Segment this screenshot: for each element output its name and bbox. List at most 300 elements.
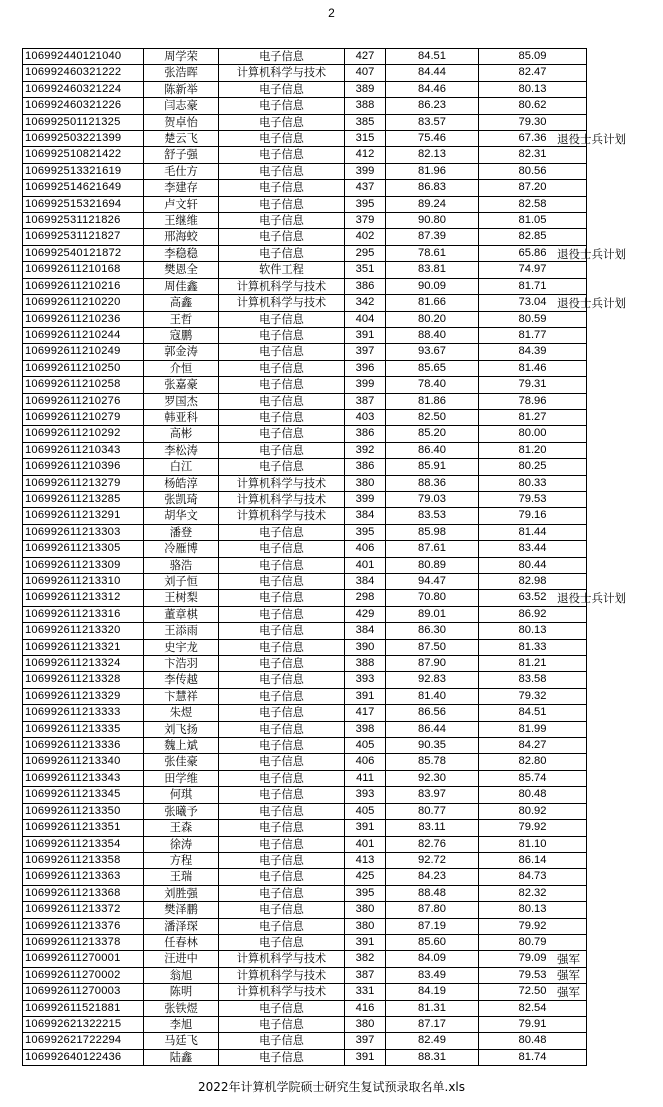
- retest-score-cell: 82.50: [386, 409, 479, 425]
- candidate-id-cell: 106992611210250: [23, 360, 144, 376]
- exam-score-cell: 342: [345, 295, 386, 311]
- retest-score-cell: 86.44: [386, 721, 479, 737]
- major-cell: 电子信息: [219, 327, 345, 343]
- retest-score-cell: 88.31: [386, 1049, 479, 1065]
- exam-score-cell: 384: [345, 574, 386, 590]
- total-score-cell: 84.27: [479, 738, 587, 754]
- total-score-cell: 82.54: [479, 1000, 587, 1016]
- candidate-id-cell: 106992611210168: [23, 262, 144, 278]
- candidate-name-cell: 陈明: [144, 984, 219, 1000]
- table-row: [23, 180, 587, 196]
- total-score-cell: 80.25: [479, 459, 587, 475]
- major-cell: 电子信息: [219, 131, 345, 147]
- exam-score-cell: 331: [345, 984, 386, 1000]
- candidate-id-cell: 106992611213350: [23, 803, 144, 819]
- exam-score-cell: 393: [345, 787, 386, 803]
- candidate-id-cell: 106992514621649: [23, 180, 144, 196]
- major-cell: 计算机科学与技术: [219, 278, 345, 294]
- table-row: [23, 574, 587, 590]
- table-row: [23, 98, 587, 114]
- candidate-name-cell: 田学维: [144, 770, 219, 786]
- major-cell: 电子信息: [219, 934, 345, 950]
- major-cell: 电子信息: [219, 754, 345, 770]
- candidate-id-cell: 106992611213345: [23, 787, 144, 803]
- admission-table: [22, 48, 587, 1066]
- total-score-cell: 82.98: [479, 574, 587, 590]
- retest-score-cell: 85.60: [386, 934, 479, 950]
- table-row: [23, 229, 587, 245]
- retest-score-cell: 83.49: [386, 967, 479, 983]
- total-score-cell: 81.10: [479, 836, 587, 852]
- major-cell: 电子信息: [219, 820, 345, 836]
- table-row: [23, 524, 587, 540]
- candidate-id-cell: 106992501121325: [23, 114, 144, 130]
- candidate-name-cell: 何琪: [144, 787, 219, 803]
- retest-score-cell: 87.90: [386, 656, 479, 672]
- candidate-id-cell: 106992611210236: [23, 311, 144, 327]
- candidate-id-cell: 106992513321619: [23, 163, 144, 179]
- retest-score-cell: 84.23: [386, 869, 479, 885]
- remark-note: 退役士兵计划: [557, 132, 626, 146]
- table-row: [23, 377, 587, 393]
- major-cell: 电子信息: [219, 393, 345, 409]
- candidate-name-cell: 潘登: [144, 524, 219, 540]
- exam-score-cell: 391: [345, 934, 386, 950]
- exam-score-cell: 380: [345, 902, 386, 918]
- table-row: [23, 1049, 587, 1065]
- candidate-id-cell: 106992611270003: [23, 984, 144, 1000]
- candidate-name-cell: 冷雁博: [144, 541, 219, 557]
- candidate-id-cell: 106992540121872: [23, 245, 144, 261]
- exam-score-cell: 399: [345, 377, 386, 393]
- exam-score-cell: 386: [345, 459, 386, 475]
- candidate-name-cell: 刘飞扬: [144, 721, 219, 737]
- candidate-name-cell: 张嘉豪: [144, 377, 219, 393]
- candidate-name-cell: 史宇龙: [144, 639, 219, 655]
- total-score-cell: 86.92: [479, 606, 587, 622]
- retest-score-cell: 87.17: [386, 1016, 479, 1032]
- candidate-name-cell: 李建存: [144, 180, 219, 196]
- candidate-name-cell: 张佳豪: [144, 754, 219, 770]
- candidate-name-cell: 李松涛: [144, 442, 219, 458]
- total-score-cell: 65.86: [479, 245, 587, 261]
- exam-score-cell: 413: [345, 852, 386, 868]
- major-cell: 电子信息: [219, 196, 345, 212]
- major-cell: 电子信息: [219, 524, 345, 540]
- exam-score-cell: 385: [345, 114, 386, 130]
- candidate-id-cell: 106992611210249: [23, 344, 144, 360]
- major-cell: 电子信息: [219, 721, 345, 737]
- candidate-id-cell: 106992611213279: [23, 475, 144, 491]
- table-row: [23, 442, 587, 458]
- major-cell: 电子信息: [219, 590, 345, 606]
- retest-score-cell: 92.72: [386, 852, 479, 868]
- retest-score-cell: 80.77: [386, 803, 479, 819]
- retest-score-cell: 78.61: [386, 245, 479, 261]
- total-score-cell: 82.31: [479, 147, 587, 163]
- major-cell: 电子信息: [219, 623, 345, 639]
- retest-score-cell: 87.19: [386, 918, 479, 934]
- major-cell: 计算机科学与技术: [219, 475, 345, 491]
- candidate-name-cell: 董章棋: [144, 606, 219, 622]
- candidate-id-cell: 106992611213303: [23, 524, 144, 540]
- retest-score-cell: 83.57: [386, 114, 479, 130]
- exam-score-cell: 295: [345, 245, 386, 261]
- exam-score-cell: 397: [345, 344, 386, 360]
- total-score-cell: 79.16: [479, 508, 587, 524]
- major-cell: 电子信息: [219, 738, 345, 754]
- exam-score-cell: 402: [345, 229, 386, 245]
- candidate-id-cell: 106992611210216: [23, 278, 144, 294]
- table-row: [23, 131, 587, 147]
- exam-score-cell: 416: [345, 1000, 386, 1016]
- major-cell: 电子信息: [219, 360, 345, 376]
- candidate-name-cell: 刘子恒: [144, 574, 219, 590]
- remark-note: 退役士兵计划: [557, 246, 626, 261]
- candidate-name-cell: 周佳鑫: [144, 278, 219, 294]
- major-cell: 电子信息: [219, 606, 345, 622]
- candidate-id-cell: 106992460321224: [23, 81, 144, 97]
- exam-score-cell: 388: [345, 656, 386, 672]
- major-cell: 计算机科学与技术: [219, 984, 345, 1000]
- candidate-name-cell: 王森: [144, 820, 219, 836]
- candidate-id-cell: 106992611213363: [23, 869, 144, 885]
- candidate-name-cell: 毛仕方: [144, 163, 219, 179]
- exam-score-cell: 392: [345, 442, 386, 458]
- major-cell: 计算机科学与技术: [219, 65, 345, 81]
- major-cell: 电子信息: [219, 49, 345, 65]
- table-row: [23, 803, 587, 819]
- retest-score-cell: 75.46: [386, 131, 479, 147]
- total-score-cell: 87.20: [479, 180, 587, 196]
- exam-score-cell: 384: [345, 623, 386, 639]
- exam-score-cell: 389: [345, 81, 386, 97]
- candidate-name-cell: 杨皓淳: [144, 475, 219, 491]
- table-row: [23, 770, 587, 786]
- remark-note: 强军: [557, 952, 580, 966]
- candidate-name-cell: 卢文轩: [144, 196, 219, 212]
- candidate-name-cell: 李传越: [144, 672, 219, 688]
- major-cell: 电子信息: [219, 656, 345, 672]
- table-row: [23, 967, 587, 983]
- total-score-cell: 80.92: [479, 803, 587, 819]
- retest-score-cell: 87.50: [386, 639, 479, 655]
- retest-score-cell: 85.98: [386, 524, 479, 540]
- candidate-name-cell: 高彬: [144, 426, 219, 442]
- candidate-id-cell: 106992611213321: [23, 639, 144, 655]
- major-cell: 电子信息: [219, 114, 345, 130]
- retest-score-cell: 81.66: [386, 295, 479, 311]
- exam-score-cell: 396: [345, 360, 386, 376]
- table-row: [23, 393, 587, 409]
- candidate-name-cell: 张浩晖: [144, 65, 219, 81]
- candidate-id-cell: 106992611213336: [23, 738, 144, 754]
- candidate-name-cell: 贺卓怡: [144, 114, 219, 130]
- candidate-id-cell: 106992611213376: [23, 918, 144, 934]
- candidate-id-cell: 106992611270001: [23, 951, 144, 967]
- total-score-cell: 82.58: [479, 196, 587, 212]
- total-score-cell: 80.13: [479, 902, 587, 918]
- exam-score-cell: 391: [345, 820, 386, 836]
- exam-score-cell: 384: [345, 508, 386, 524]
- candidate-id-cell: 106992460321222: [23, 65, 144, 81]
- retest-score-cell: 86.23: [386, 98, 479, 114]
- major-cell: 电子信息: [219, 836, 345, 852]
- candidate-name-cell: 郭金涛: [144, 344, 219, 360]
- major-cell: 电子信息: [219, 311, 345, 327]
- exam-score-cell: 411: [345, 770, 386, 786]
- table-row: [23, 705, 587, 721]
- major-cell: 电子信息: [219, 869, 345, 885]
- table-row: [23, 1000, 587, 1016]
- table-row: [23, 672, 587, 688]
- table-row: [23, 787, 587, 803]
- candidate-id-cell: 106992611213328: [23, 672, 144, 688]
- candidate-name-cell: 王添雨: [144, 623, 219, 639]
- candidate-id-cell: 106992531121826: [23, 213, 144, 229]
- exam-score-cell: 404: [345, 311, 386, 327]
- candidate-id-cell: 106992611213312: [23, 590, 144, 606]
- remark-note: 退役士兵计划: [557, 591, 626, 606]
- retest-score-cell: 83.11: [386, 820, 479, 836]
- major-cell: 电子信息: [219, 557, 345, 573]
- total-score-cell: 80.56: [479, 163, 587, 179]
- retest-score-cell: 82.76: [386, 836, 479, 852]
- total-score-cell: 80.00: [479, 426, 587, 442]
- remark-note: 退役士兵计划: [557, 296, 626, 310]
- candidate-name-cell: 刘胜强: [144, 885, 219, 901]
- exam-score-cell: 390: [345, 639, 386, 655]
- retest-score-cell: 92.83: [386, 672, 479, 688]
- retest-score-cell: 83.53: [386, 508, 479, 524]
- table-row: [23, 114, 587, 130]
- retest-score-cell: 86.40: [386, 442, 479, 458]
- table-row: [23, 295, 587, 311]
- candidate-id-cell: 106992640122436: [23, 1049, 144, 1065]
- candidate-name-cell: 介恒: [144, 360, 219, 376]
- retest-score-cell: 85.91: [386, 459, 479, 475]
- table-row: [23, 49, 587, 65]
- candidate-id-cell: 106992503221399: [23, 131, 144, 147]
- candidate-id-cell: 106992621322215: [23, 1016, 144, 1032]
- table-row: [23, 1033, 587, 1049]
- total-score-cell: 67.36: [479, 131, 587, 147]
- table-row: [23, 754, 587, 770]
- candidate-name-cell: 徐涛: [144, 836, 219, 852]
- major-cell: 计算机科学与技术: [219, 295, 345, 311]
- retest-score-cell: 80.20: [386, 311, 479, 327]
- exam-score-cell: 427: [345, 49, 386, 65]
- exam-score-cell: 380: [345, 1016, 386, 1032]
- retest-score-cell: 81.86: [386, 393, 479, 409]
- candidate-id-cell: 106992510821422: [23, 147, 144, 163]
- total-score-cell: 72.50: [479, 984, 587, 1000]
- total-score-cell: 80.59: [479, 311, 587, 327]
- retest-score-cell: 84.46: [386, 81, 479, 97]
- total-score-cell: 81.71: [479, 278, 587, 294]
- candidate-name-cell: 闫志豪: [144, 98, 219, 114]
- table-row: [23, 656, 587, 672]
- total-score-cell: 81.21: [479, 656, 587, 672]
- candidate-id-cell: 106992611213320: [23, 623, 144, 639]
- retest-score-cell: 86.83: [386, 180, 479, 196]
- remark-note: 强军: [557, 984, 580, 999]
- major-cell: 计算机科学与技术: [219, 951, 345, 967]
- total-score-cell: 83.44: [479, 541, 587, 557]
- retest-score-cell: 82.13: [386, 147, 479, 163]
- major-cell: 电子信息: [219, 885, 345, 901]
- major-cell: 计算机科学与技术: [219, 967, 345, 983]
- candidate-id-cell: 106992611213324: [23, 656, 144, 672]
- retest-score-cell: 84.44: [386, 65, 479, 81]
- major-cell: 电子信息: [219, 245, 345, 261]
- candidate-name-cell: 李旭: [144, 1016, 219, 1032]
- retest-score-cell: 84.51: [386, 49, 479, 65]
- table-row: [23, 590, 587, 606]
- exam-score-cell: 417: [345, 705, 386, 721]
- total-score-cell: 79.31: [479, 377, 587, 393]
- candidate-id-cell: 106992611213368: [23, 885, 144, 901]
- candidate-name-cell: 王树梨: [144, 590, 219, 606]
- candidate-name-cell: 陆鑫: [144, 1049, 219, 1065]
- total-score-cell: 79.92: [479, 918, 587, 934]
- table-row: [23, 245, 587, 261]
- total-score-cell: 80.13: [479, 81, 587, 97]
- exam-score-cell: 315: [345, 131, 386, 147]
- table-row: [23, 606, 587, 622]
- major-cell: 电子信息: [219, 229, 345, 245]
- total-score-cell: 79.92: [479, 820, 587, 836]
- candidate-name-cell: 潘泽琛: [144, 918, 219, 934]
- retest-score-cell: 90.09: [386, 278, 479, 294]
- table-row: [23, 491, 587, 507]
- candidate-name-cell: 卞浩羽: [144, 656, 219, 672]
- candidate-id-cell: 106992611213340: [23, 754, 144, 770]
- retest-score-cell: 81.31: [386, 1000, 479, 1016]
- retest-score-cell: 93.67: [386, 344, 479, 360]
- major-cell: 电子信息: [219, 426, 345, 442]
- total-score-cell: 81.44: [479, 524, 587, 540]
- total-score-cell: 84.51: [479, 705, 587, 721]
- table-row: [23, 639, 587, 655]
- retest-score-cell: 82.49: [386, 1033, 479, 1049]
- candidate-id-cell: 106992611213285: [23, 491, 144, 507]
- total-score-cell: 83.58: [479, 672, 587, 688]
- total-score-cell: 79.09: [479, 951, 587, 967]
- exam-score-cell: 437: [345, 180, 386, 196]
- table-row: [23, 459, 587, 475]
- candidate-id-cell: 106992611213358: [23, 852, 144, 868]
- total-score-cell: 86.14: [479, 852, 587, 868]
- major-cell: 电子信息: [219, 688, 345, 704]
- candidate-id-cell: 106992611213305: [23, 541, 144, 557]
- candidate-name-cell: 朱煜: [144, 705, 219, 721]
- exam-score-cell: 406: [345, 754, 386, 770]
- retest-score-cell: 87.80: [386, 902, 479, 918]
- major-cell: 电子信息: [219, 213, 345, 229]
- exam-score-cell: 391: [345, 1049, 386, 1065]
- table-row: [23, 820, 587, 836]
- table-row: [23, 360, 587, 376]
- major-cell: 电子信息: [219, 377, 345, 393]
- total-score-cell: 80.48: [479, 787, 587, 803]
- table-row: [23, 902, 587, 918]
- total-score-cell: 81.20: [479, 442, 587, 458]
- total-score-cell: 81.99: [479, 721, 587, 737]
- exam-score-cell: 403: [345, 409, 386, 425]
- candidate-name-cell: 罗国杰: [144, 393, 219, 409]
- total-score-cell: 73.04: [479, 295, 587, 311]
- candidate-id-cell: 106992611210244: [23, 327, 144, 343]
- exam-score-cell: 405: [345, 803, 386, 819]
- retest-score-cell: 81.96: [386, 163, 479, 179]
- total-score-cell: 80.13: [479, 623, 587, 639]
- remark-note: 强军: [557, 968, 580, 983]
- retest-score-cell: 85.65: [386, 360, 479, 376]
- major-cell: 电子信息: [219, 770, 345, 786]
- retest-score-cell: 90.35: [386, 738, 479, 754]
- major-cell: 电子信息: [219, 459, 345, 475]
- major-cell: 电子信息: [219, 1049, 345, 1065]
- exam-score-cell: 387: [345, 967, 386, 983]
- table-row: [23, 65, 587, 81]
- major-cell: 电子信息: [219, 344, 345, 360]
- retest-score-cell: 84.19: [386, 984, 479, 1000]
- total-score-cell: 80.79: [479, 934, 587, 950]
- exam-score-cell: 386: [345, 278, 386, 294]
- candidate-id-cell: 106992611213372: [23, 902, 144, 918]
- total-score-cell: 74.97: [479, 262, 587, 278]
- major-cell: 电子信息: [219, 409, 345, 425]
- candidate-id-cell: 106992611213335: [23, 721, 144, 737]
- exam-score-cell: 298: [345, 590, 386, 606]
- table-row: [23, 147, 587, 163]
- retest-score-cell: 89.01: [386, 606, 479, 622]
- candidate-id-cell: 106992460321226: [23, 98, 144, 114]
- candidate-id-cell: 106992611213333: [23, 705, 144, 721]
- candidate-name-cell: 李稳稳: [144, 245, 219, 261]
- exam-score-cell: 393: [345, 672, 386, 688]
- candidate-name-cell: 周学荣: [144, 49, 219, 65]
- table-row: [23, 951, 587, 967]
- major-cell: 电子信息: [219, 1033, 345, 1049]
- candidate-id-cell: 106992611213291: [23, 508, 144, 524]
- retest-score-cell: 85.78: [386, 754, 479, 770]
- exam-score-cell: 425: [345, 869, 386, 885]
- exam-score-cell: 386: [345, 426, 386, 442]
- retest-score-cell: 79.03: [386, 491, 479, 507]
- candidate-name-cell: 张铁煜: [144, 1000, 219, 1016]
- table-row: [23, 426, 587, 442]
- table-row: [23, 1016, 587, 1032]
- major-cell: 计算机科学与技术: [219, 508, 345, 524]
- candidate-id-cell: 106992611213351: [23, 820, 144, 836]
- candidate-name-cell: 舒子强: [144, 147, 219, 163]
- exam-score-cell: 380: [345, 475, 386, 491]
- candidate-name-cell: 胡华文: [144, 508, 219, 524]
- total-score-cell: 81.33: [479, 639, 587, 655]
- total-score-cell: 79.53: [479, 491, 587, 507]
- retest-score-cell: 85.20: [386, 426, 479, 442]
- table-row: [23, 409, 587, 425]
- exam-score-cell: 397: [345, 1033, 386, 1049]
- retest-score-cell: 70.80: [386, 590, 479, 606]
- exam-score-cell: 412: [345, 147, 386, 163]
- exam-score-cell: 391: [345, 327, 386, 343]
- candidate-id-cell: 106992611213343: [23, 770, 144, 786]
- candidate-name-cell: 王继维: [144, 213, 219, 229]
- exam-score-cell: 388: [345, 98, 386, 114]
